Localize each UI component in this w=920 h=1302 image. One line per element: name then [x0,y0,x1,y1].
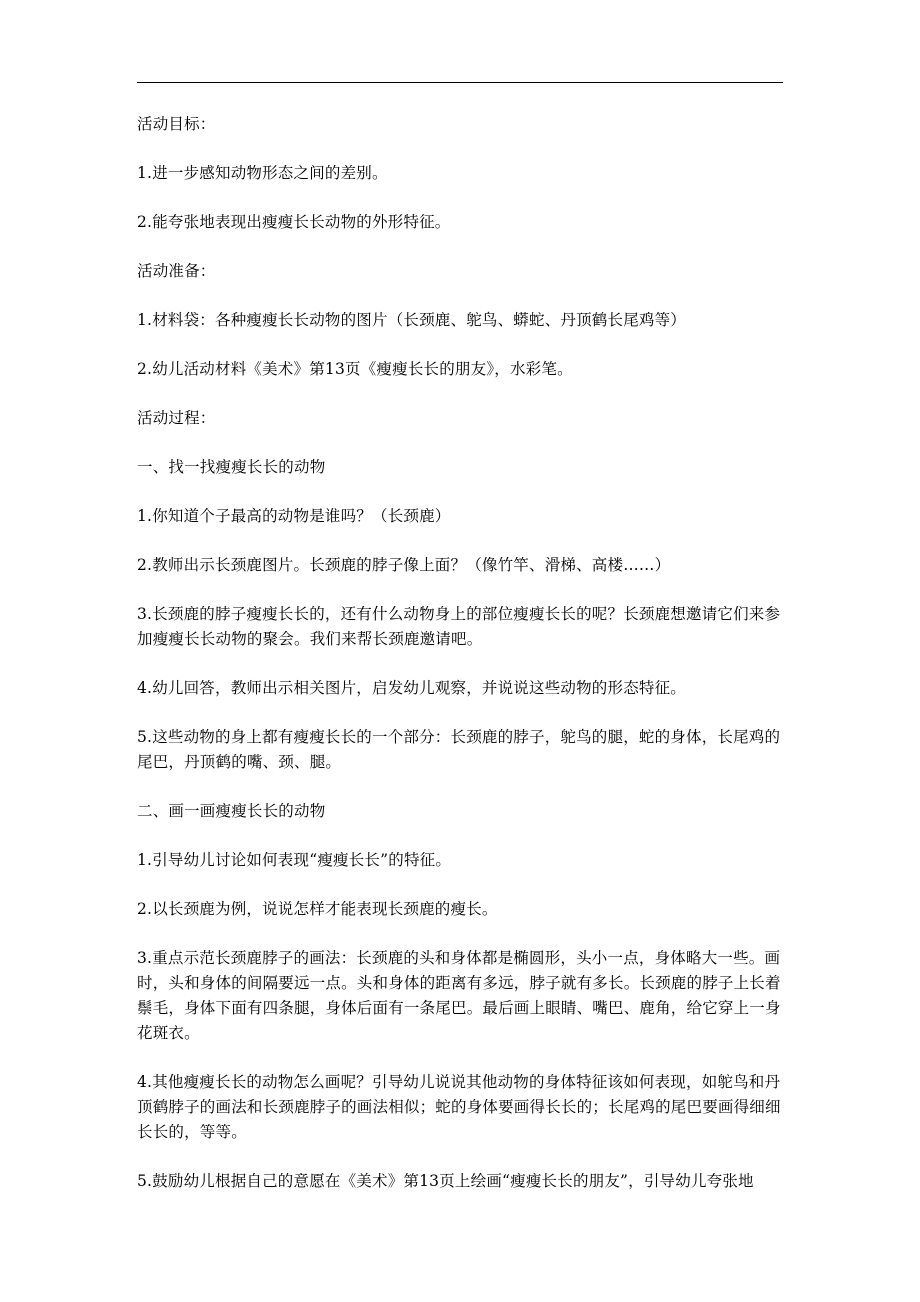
document-body [137,112,789,1194]
paragraph: 5.这些动物的身上都有瘦瘦长长的一个部分：长颈鹿的脖子，鸵鸟的腿，蛇的身体，长尾鸡的尾巴，丹顶鹤的嘴、颈、腿。 [137,728,781,771]
paragraph: 2.能夸张地表现出瘦瘦长长动物的外形特征。 [137,213,451,231]
paragraph: 1.材料袋：各种瘦瘦长长动物的图片（长颈鹿、鸵鸟、蟒蛇、丹顶鹤长尾鸡等） [137,311,686,329]
paragraph: 1.你知道个子最高的动物是谁吗？（长颈鹿） [137,507,451,525]
paragraph: 2.教师出示长颈鹿图片。长颈鹿的脖子像上面？（像竹竿、滑梯、高楼……） [137,556,671,574]
header-rule [137,82,783,83]
paragraph: 1.进一步感知动物形态之间的差别。 [137,164,388,182]
section-heading-preparation: 活动准备： [137,262,216,280]
paragraph: 2.以长颈鹿为例，说说怎样才能表现长颈鹿的瘦长。 [137,900,498,918]
paragraph: 3.长颈鹿的脖子瘦瘦长长的，还有什么动物身上的部位瘦瘦长长的呢？长颈鹿想邀请它们来参加瘦瘦长长动物的聚会。我们来帮长颈鹿邀请吧。 [137,605,781,648]
paragraph: 2.幼儿活动材料《美术》第13页《瘦瘦长长的朋友》，水彩笔。 [137,360,573,378]
paragraph: 5.鼓励幼儿根据自己的意愿在《美术》第13页上绘画“瘦瘦长长的朋友”，引导幼儿夸张地 [137,1172,754,1190]
section-heading-goals: 活动目标： [137,115,216,133]
paragraph: 3.重点示范长颈鹿脖子的画法：长颈鹿的头和身体都是椭圆形，头小一点，身体略大一些。画时，头和身体的间隔要远一点。头和身体的距离有多远，脖子就有多长。长颈鹿的脖子上长着鬃毛，身体下面有四条腿，身体后面有一条尾巴。最后画上眼睛、嘴巴、鹿角，给它穿上一身花斑衣。 [137,949,781,1042]
paragraph: 4.其他瘦瘦长长的动物怎么画呢？引导幼儿说说其他动物的身体特征该如何表现，如鸵鸟和丹顶鹤脖子的画法和长颈鹿脖子的画法相似；蛇的身体要画得长长的；长尾鸡的尾巴要画得细细长长的，等等。 [137,1073,781,1141]
subsection-heading-find: 一、找一找瘦瘦长长的动物 [137,458,326,476]
paragraph: 4.幼儿回答，教师出示相关图片，启发幼儿观察，并说说这些动物的形态特征。 [137,679,686,697]
section-heading-process: 活动过程： [137,409,216,427]
subsection-heading-draw: 二、画一画瘦瘦长长的动物 [137,802,326,820]
paragraph: 1.引导幼儿讨论如何表现“瘦瘦长长”的特征。 [137,851,452,869]
